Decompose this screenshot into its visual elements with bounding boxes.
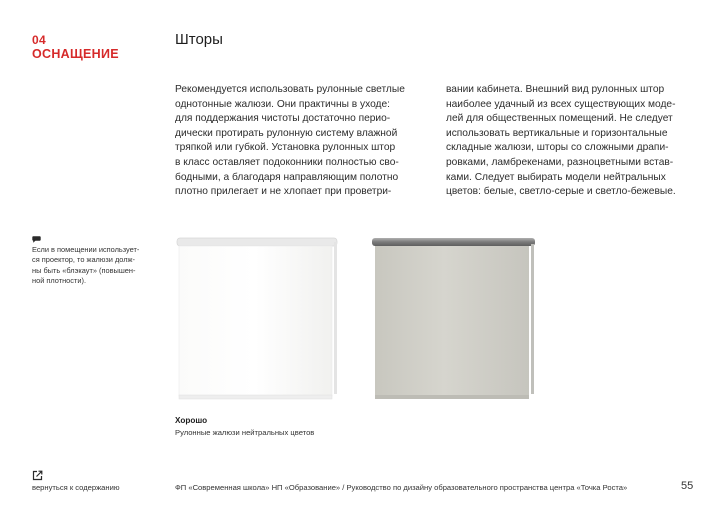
side-note: [32, 245, 162, 286]
note-line: ся проектор, то жалюзи долж-: [32, 255, 135, 265]
back-to-contents-link[interactable]: вернуться к содержанию: [32, 483, 120, 492]
body-line: дически протирать рулонную систему влажной: [175, 127, 398, 139]
body-column-right: [446, 83, 694, 200]
body-line: наиболее удачный из всех существующих моде-: [446, 98, 676, 110]
caption-subtitle: Рулонные жалюзи нейтральных цветов: [175, 428, 315, 437]
speech-bubble-icon: [32, 236, 41, 243]
note-line: Если в помещении использует-: [32, 245, 140, 254]
caption-title: Хорошо: [175, 416, 208, 425]
body-line: бодными, а благодаря направляющим полотно: [175, 171, 399, 183]
page-title: Шторы: [175, 31, 223, 48]
gray-roller-blind-image: [371, 236, 536, 408]
white-roller-blind-image: [176, 236, 338, 408]
body-line: ками. Следует выбирать модели нейтральных: [446, 171, 666, 183]
body-line: в класс оставляет подоконники полностью сво-: [175, 156, 399, 168]
body-line: ровками, ламбрекенами, разноцветными встав-: [446, 156, 674, 168]
footer-text: ФП «Современная школа» НП «Образование» / Руководство по дизайну образовательного пространства центра «Точка Роста»: [175, 483, 628, 492]
body-line: тряпкой или губкой. Установка рулонных штор: [175, 142, 396, 154]
body-line: Рекомендуется использовать рулонные светлые: [175, 84, 405, 95]
body-line: использовать вертикальные и горизонтальные: [446, 127, 668, 139]
section-number: 04: [32, 33, 46, 47]
body-line: для поддержания чистоты достаточно перио-: [175, 113, 391, 125]
page-number: 55: [681, 480, 694, 492]
note-line: ной плотности).: [32, 275, 87, 285]
body-line: однотонные жалюзи. Они практичны в уходе:: [175, 98, 390, 110]
body-line: лей для общественных помещений. Не следует: [446, 113, 673, 125]
external-link-icon[interactable]: [32, 470, 43, 481]
body-line: плотно прилегает и не хлопает при проветри-: [175, 186, 392, 198]
body-line: цветов: белые, светло-серые и светло-бежевые.: [446, 186, 676, 198]
note-line: ны быть «блэкаут» (повышен-: [32, 265, 136, 275]
body-line: вании кабинета. Внешний вид рулонных штор: [446, 84, 665, 95]
section-title: ОСНАЩЕНИЕ: [32, 47, 119, 61]
body-line: складные жалюзи, шторы со сложными драпи-: [446, 142, 669, 154]
body-column-left: [175, 83, 423, 200]
